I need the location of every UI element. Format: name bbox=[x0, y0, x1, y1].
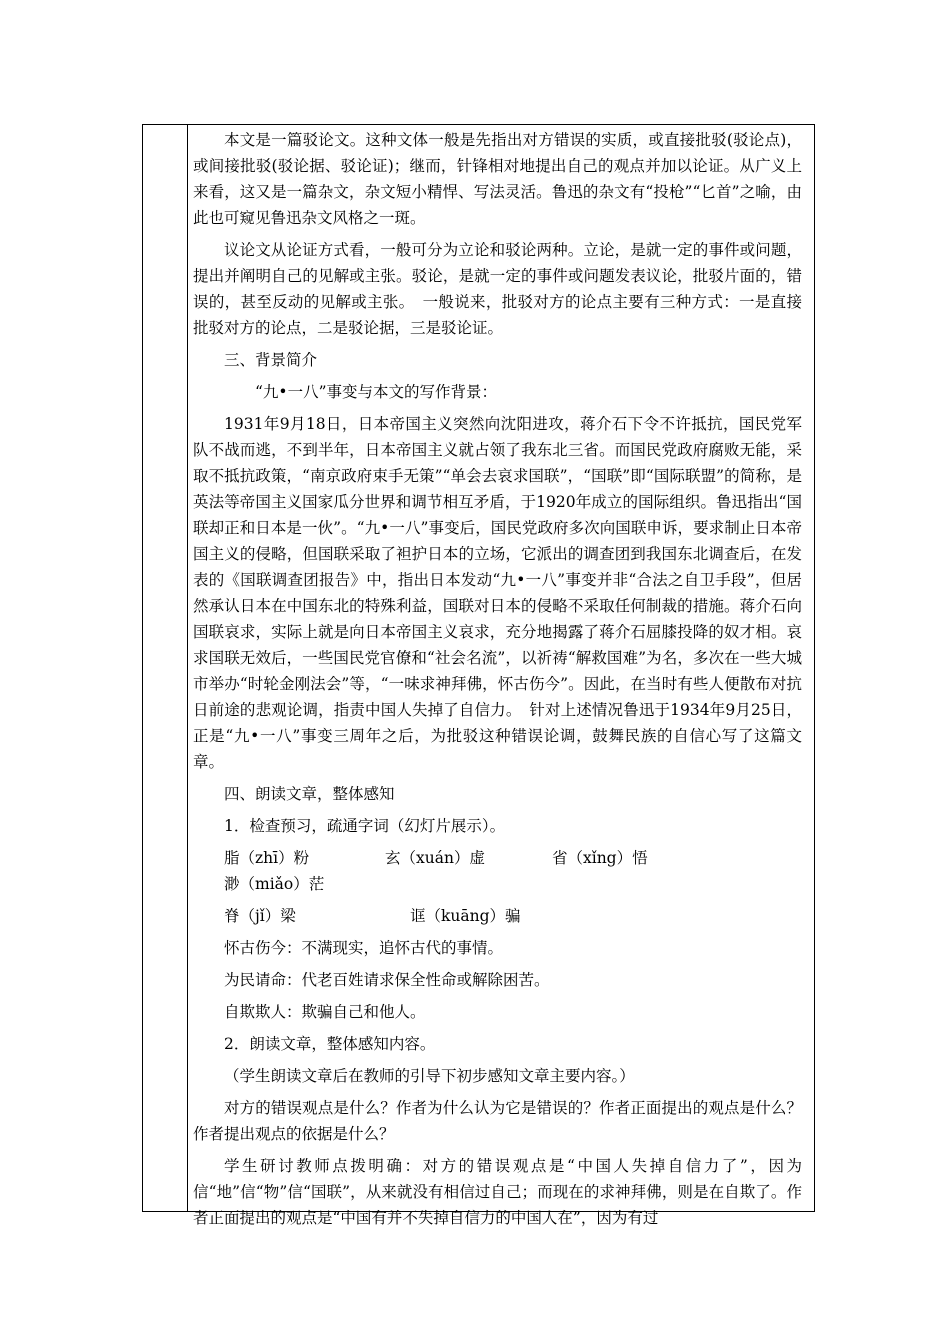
vocab-row-1 bbox=[193, 845, 802, 897]
table-left-column bbox=[143, 125, 188, 1211]
discussion-answer: 学生研讨教师点拨明确：对方的错误观点是“中国人失掉自信力了”，因为信“地”信“物”信“国联”，从来就没有相信过自己；而现在的求神拜佛，则是在自欺了。作者正面提出的观点是“中国有并不失掉自信力的中国人在”，因为有过 bbox=[193, 1157, 802, 1227]
definition-item: 怀古伤今：不满现实，追怀古代的事情。 bbox=[224, 939, 504, 957]
vocab-item: 玄（xuán）虚 bbox=[385, 849, 485, 867]
step-preview: 1．检查预习，疏通字词（幻灯片展示）。 bbox=[224, 817, 506, 835]
step-reading: 2．朗读文章，整体感知内容。 bbox=[224, 1035, 436, 1053]
teaching-note: （学生朗读文章后在教师的引导下初步感知文章主要内容。） bbox=[224, 1067, 635, 1085]
discussion-questions: 对方的错误观点是什么？作者为什么认为它是错误的？作者正面提出的观点是什么？作者提出观点的依据是什么？ bbox=[193, 1099, 802, 1143]
paragraph-argument-types: 议论文从论证方式看，一般可分为立论和驳论两种。立论，是就一定的事件或问题，提出并阐明自己的见解或主张。驳论，是就一定的事件或问题发表议论，批驳片面的，错误的，甚至反动的见解或主张。 一般说来，批驳对方的论点主要有三种方式：一是直接批驳对方的论点，二是驳论据，三是驳论证。 bbox=[193, 241, 802, 337]
lesson-table bbox=[142, 124, 815, 1227]
section-heading-background: 三、背景简介 bbox=[224, 351, 318, 369]
section-heading-reading: 四、朗读文章，整体感知 bbox=[224, 785, 395, 803]
subheading-background: “九•一八”事变与本文的写作背景： bbox=[255, 383, 497, 401]
paragraph-genre: 本文是一篇驳论文。这种文体一般是先指出对方错误的实质，或直接批驳(驳论点)，或间接批驳(驳论据、驳论证)；继而，针锋相对地提出自己的观点并加以论证。从广义上来看，这又是一篇杂文，杂文短小精悍、写法灵活。鲁迅的杂文有“投枪”“匕首”之喻，由此也可窥见鲁迅杂文风格之一斑。 bbox=[193, 131, 802, 227]
vocab-item-text: 渺（miǎo）茫 bbox=[224, 875, 325, 893]
vocab-item: 脂（zhī）粉 bbox=[224, 849, 310, 867]
table-content-cell bbox=[187, 125, 814, 1227]
vocab-item: 脊（jǐ）梁 bbox=[224, 907, 296, 925]
vocab-row-2 bbox=[193, 903, 802, 929]
vocab-item: 诓（kuāng）骗 bbox=[410, 907, 521, 925]
vocab-item bbox=[224, 871, 325, 897]
vocab-item: 省（xǐng）悟 bbox=[552, 849, 648, 867]
definition-item: 为民请命：代老百姓请求保全性命或解除困苦。 bbox=[224, 971, 550, 989]
definition-item: 自欺欺人：欺骗自己和他人。 bbox=[224, 1003, 426, 1021]
paragraph-background: 1931年9月18日，日本帝国主义突然向沈阳进攻，蒋介石下令不许抵抗，国民党军队不战而逃，不到半年，日本帝国主义就占领了我东北三省。而国民党政府腐败无能，采取不抵抗政策，“南京政府束手无策”“单会去哀求国联”，“国联”即“国际联盟”的简称，是英法等帝国主义国家瓜分世界和调节相互矛盾，于1920年成立的国际组织。鲁迅指出“国联却正和日本是一伙”。“九•一八”事变后，国民党政府多次向国联申诉，要求制止日本帝国主义的侵略，但国联采取了袒护日本的立场，它派出的调查团到我国东北调查后，在发表的《国联调查团报告》中，指出日本发动“九•一八”事变并非“合法之自卫手段”，但居然承认日本在中国东北的特殊利益，国联对日本的侵略不采取任何制裁的措施。蒋介石向国联哀求，实际上就是向日本帝国主义哀求，充分地揭露了蒋介石屈膝投降的奴才相。哀求国联无效后，一些国民党官僚和“社会名流”，以祈祷“解救国难”为名，多次在一些大城市举办“时轮金刚法会”等，“一味求神拜佛，怀古伤今”。因此，在当时有些人便散布对抗日前途的悲观论调，指责中国人失掉了自信力。 针对上述情况鲁迅于1934年9月25日，正是“九•一八”事变三周年之后，为批驳这种错误论调，鼓舞民族的自信心写了这篇文章。 bbox=[193, 415, 802, 771]
